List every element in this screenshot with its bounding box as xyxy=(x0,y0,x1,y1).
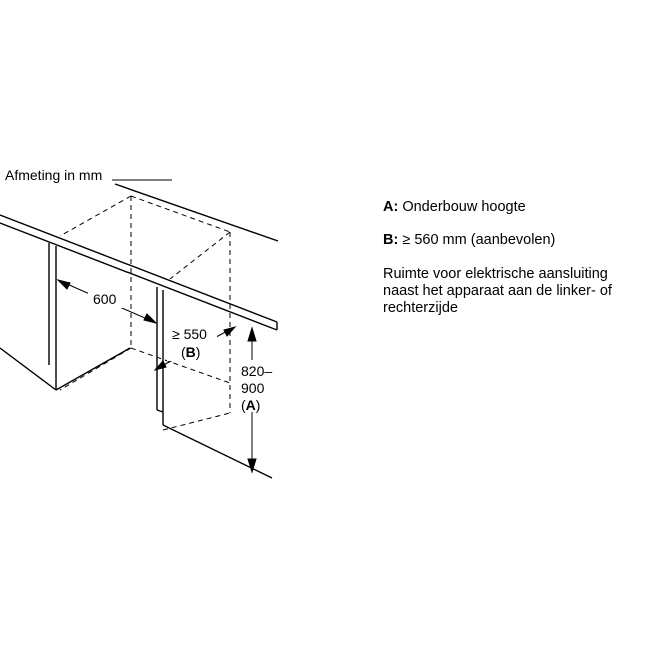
height-value-line1: 820– xyxy=(241,363,273,379)
depth-reference: (B) xyxy=(181,344,201,360)
worktop xyxy=(0,184,278,330)
width-value: 600 xyxy=(93,291,117,307)
legend-key-a: A: xyxy=(383,199,399,215)
height-value-line2: 900 xyxy=(241,380,265,396)
legend-text-b: ≥ 560 mm (aanbevolen) xyxy=(402,232,556,248)
niche-outline xyxy=(60,196,230,430)
legend-note xyxy=(383,266,645,317)
legend-note-line-2: naast het apparaat aan de linker- of xyxy=(383,283,612,299)
legend-note-line-3: rechterzijde xyxy=(383,300,458,316)
legend-key-b: B: xyxy=(383,232,399,248)
legend-item-a xyxy=(383,199,645,216)
legend xyxy=(383,199,645,317)
legend-item-b xyxy=(383,232,645,249)
legend-note-line-1: Ruimte voor elektrische aansluiting xyxy=(383,266,608,282)
legend-text-a: Onderbouw hoogte xyxy=(402,199,526,215)
diagram-title: Afmeting in mm xyxy=(5,167,103,183)
height-reference: (A) xyxy=(241,397,261,413)
depth-value: ≥ 550 xyxy=(172,326,207,342)
